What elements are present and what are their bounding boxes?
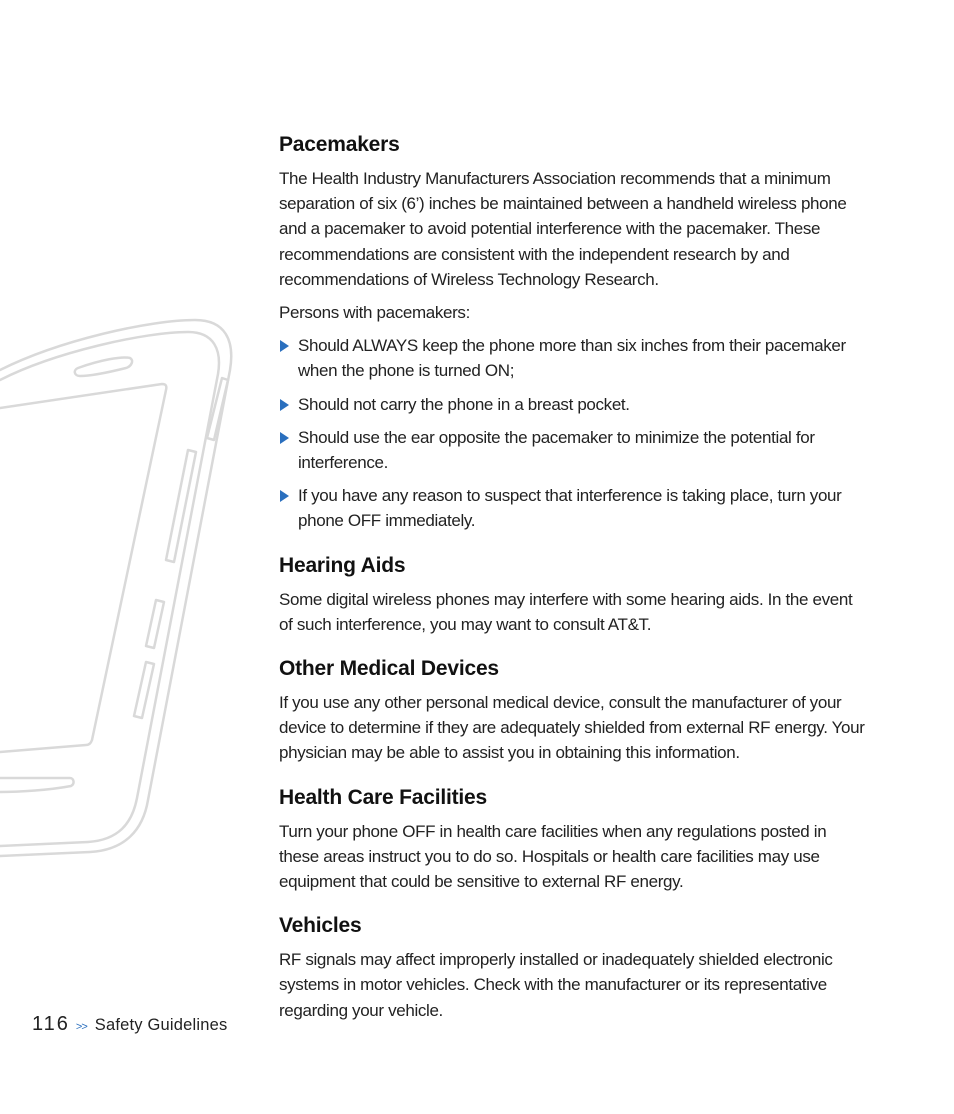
section-vehicles (279, 912, 869, 1023)
section-pacemakers (279, 131, 869, 534)
triangle-right-icon (280, 340, 289, 352)
phone-outline-illustration (0, 300, 260, 880)
list-item-text: Should use the ear opposite the pacemaker to minimize the potential for interference. (298, 427, 815, 473)
section-heading: Health Care Facilities (279, 785, 488, 809)
list-item (279, 425, 869, 475)
list-item (279, 483, 869, 533)
list-item-text: If you have any reason to suspect that interference is taking place, turn your phone OFF immediately. (298, 486, 842, 531)
triangle-right-icon (280, 399, 289, 411)
section-health-care-facilities (279, 784, 869, 895)
section-heading: Hearing Aids (279, 553, 406, 577)
section-heading: Pacemakers (279, 133, 400, 156)
section-heading: Other Medical Devices (279, 657, 499, 681)
footer-separator: >> (75, 1021, 87, 1033)
section-paragraph: If you use any other personal medical device, consult the manufacturer of your device to determine if they are adequately shielded from external RF energy. Your physician may be able to assist you in obtaining this information. (279, 693, 865, 763)
section-heading: Vehicles (279, 914, 362, 938)
footer-section-label: Safety Guidelines (94, 1016, 228, 1034)
triangle-right-icon (280, 490, 289, 502)
list-item-text: Should not carry the phone in a breast pocket. (298, 394, 630, 414)
page-number: 116 (32, 1013, 70, 1035)
section-paragraph: Some digital wireless phones may interfere with some hearing aids. In the event of such interference, you may want to consult AT&T. (279, 589, 853, 634)
list-item (279, 392, 869, 417)
section-paragraph: RF signals may affect improperly installed or inadequately shielded electronic systems in motor vehicles. Check with the manufacturer or its representative regarding your vehicle. (279, 950, 833, 1020)
section-other-medical-devices (279, 655, 869, 766)
main-content (279, 131, 869, 1041)
section-paragraph: Turn your phone OFF in health care facilities when any regulations posted in these areas instruct you to do so. Hospitals or health care facilities may use equipment that could be sensitive to external RF energy. (279, 821, 827, 892)
page-footer (32, 1013, 227, 1036)
triangle-right-icon (280, 432, 289, 444)
list-item (279, 333, 869, 383)
section-paragraph: The Health Industry Manufacturers Association recommends that a minimum separation of six (6’) inches be maintained between a handheld wireless phone and a pacemaker to avoid potential interference with the pacemaker. These recommendations are consistent with the independent research by and recommendations of Wireless Technology Research. (279, 169, 847, 289)
section-intro: Persons with pacemakers: (279, 303, 470, 323)
section-hearing-aids (279, 552, 869, 637)
bullet-list (279, 333, 869, 533)
list-item-text: Should ALWAYS keep the phone more than six inches from their pacemaker when the phone is turned ON; (298, 336, 846, 381)
